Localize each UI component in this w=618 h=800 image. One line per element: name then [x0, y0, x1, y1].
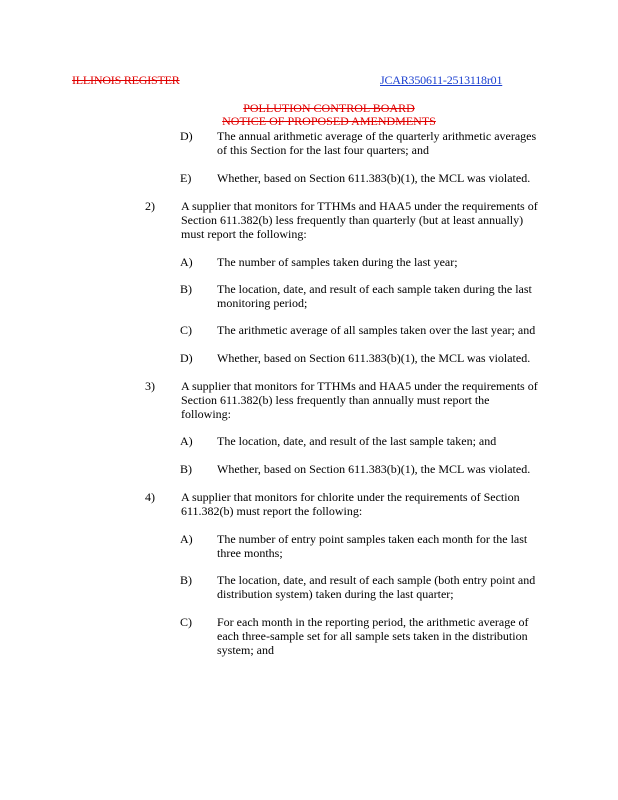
- list-item-text: three months;: [217, 546, 283, 560]
- list-item-text: Whether, based on Section 611.383(b)(1), the MCL was violated.: [217, 171, 531, 185]
- list-item-text: Whether, based on Section 611.383(b)(1), the MCL was violated.: [217, 351, 531, 365]
- list-item-text: distribution system) taken during the last quarter;: [217, 587, 454, 601]
- list-item-text: Section 611.382(b) less frequently than annually must report the: [181, 393, 490, 407]
- list-item-text: The location, date, and result of each sample taken during the last: [217, 282, 532, 296]
- agency-name: POLLUTION CONTROL BOARD: [243, 101, 415, 115]
- list-marker: 4): [145, 490, 155, 504]
- list-marker: A): [180, 255, 193, 269]
- list-item-text: each three-sample set for all sample sets taken in the distribution: [217, 629, 528, 643]
- list-marker: 3): [145, 379, 155, 393]
- list-item-text: Section 611.382(b) less frequently than quarterly (but at least annually): [181, 213, 524, 227]
- list-item-text: The location, date, and result of the last sample taken; and: [217, 434, 497, 448]
- list-marker: A): [180, 434, 193, 448]
- list-marker: B): [180, 462, 192, 476]
- list-item-text: following:: [181, 407, 231, 421]
- list-marker: D): [180, 351, 193, 365]
- list-marker: 2): [145, 199, 155, 213]
- list-item-text: The number of entry point samples taken each month for the last: [217, 532, 528, 546]
- jcar-reference: JCAR350611-2513118r01: [380, 73, 503, 87]
- list-marker: D): [180, 129, 193, 143]
- list-item-text: The arithmetic average of all samples taken over the last year; and: [217, 323, 536, 337]
- list-item-text: The number of samples taken during the last year;: [217, 255, 458, 269]
- list-item-text: 611.382(b) must report the following:: [181, 504, 363, 518]
- register-title: ILLINOIS REGISTER: [72, 73, 180, 87]
- list-marker: B): [180, 282, 192, 296]
- list-item-text: For each month in the reporting period, the arithmetic average of: [217, 615, 529, 629]
- list-item-text: monitoring period;: [217, 296, 308, 310]
- list-marker: B): [180, 573, 192, 587]
- list-item-text: of this Section for the last four quarters; and: [217, 143, 429, 157]
- list-item-text: Whether, based on Section 611.383(b)(1), the MCL was violated.: [217, 462, 531, 476]
- list-item-text: A supplier that monitors for TTHMs and HAA5 under the requirements of: [181, 379, 538, 393]
- list-item-text: must report the following:: [181, 227, 307, 241]
- list-item-text: A supplier that monitors for TTHMs and HAA5 under the requirements of: [181, 199, 538, 213]
- list-marker: E): [180, 171, 192, 185]
- list-marker: A): [180, 532, 193, 546]
- list-item-text: The location, date, and result of each sample (both entry point and: [217, 573, 536, 587]
- list-marker: C): [180, 615, 192, 629]
- list-marker: C): [180, 323, 192, 337]
- list-item-text: A supplier that monitors for chlorite under the requirements of Section: [181, 490, 520, 504]
- list-item-text: The annual arithmetic average of the quarterly arithmetic averages: [217, 129, 537, 143]
- list-item-text: system; and: [217, 643, 274, 657]
- notice-heading: NOTICE OF PROPOSED AMENDMENTS: [222, 114, 436, 128]
